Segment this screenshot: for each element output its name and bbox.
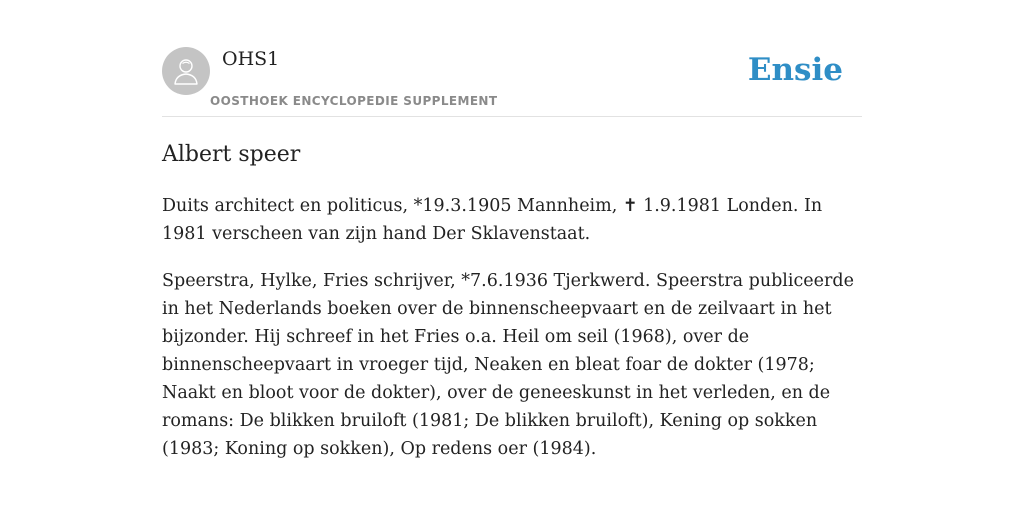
article-paragraph: Duits architect en politicus, *19.3.1905 Mannheim, ✝ 1.9.1981 Londen. In 1981 verscheen van zijn hand Der Sklavenstaat. bbox=[162, 196, 823, 244]
article-body bbox=[162, 192, 867, 482]
ensie-logo[interactable]: Ensie bbox=[747, 52, 843, 88]
avatar[interactable] bbox=[162, 47, 210, 95]
user-name[interactable]: OHS1 bbox=[222, 48, 280, 70]
article-header bbox=[162, 46, 862, 117]
article-title: Albert speer bbox=[162, 142, 301, 167]
source-label[interactable]: OOSTHOEK ENCYCLOPEDIE SUPPLEMENT bbox=[210, 94, 498, 108]
article-paragraph: Speerstra, Hylke, Fries schrijver, *7.6.1936 Tjerkwerd. Speerstra publiceerde in het Nederlands boeken over de binnenscheepvaart en de zeilvaart in het bijzonder. Hij schreef in het Fries o.a. Heil om seil (1968), over de binnenscheepvaart in vroeger tijd, Neaken en bleat foar de dokter (1978; Naakt en bloot voor de dokter), over de geneeskunst in het verleden, en de romans: De blikken bruiloft (1981; De blikken bruiloft), Kening op sokken (1983; Koning op sokken), Op redens oer (1984). bbox=[162, 271, 854, 459]
user-icon bbox=[172, 56, 200, 86]
